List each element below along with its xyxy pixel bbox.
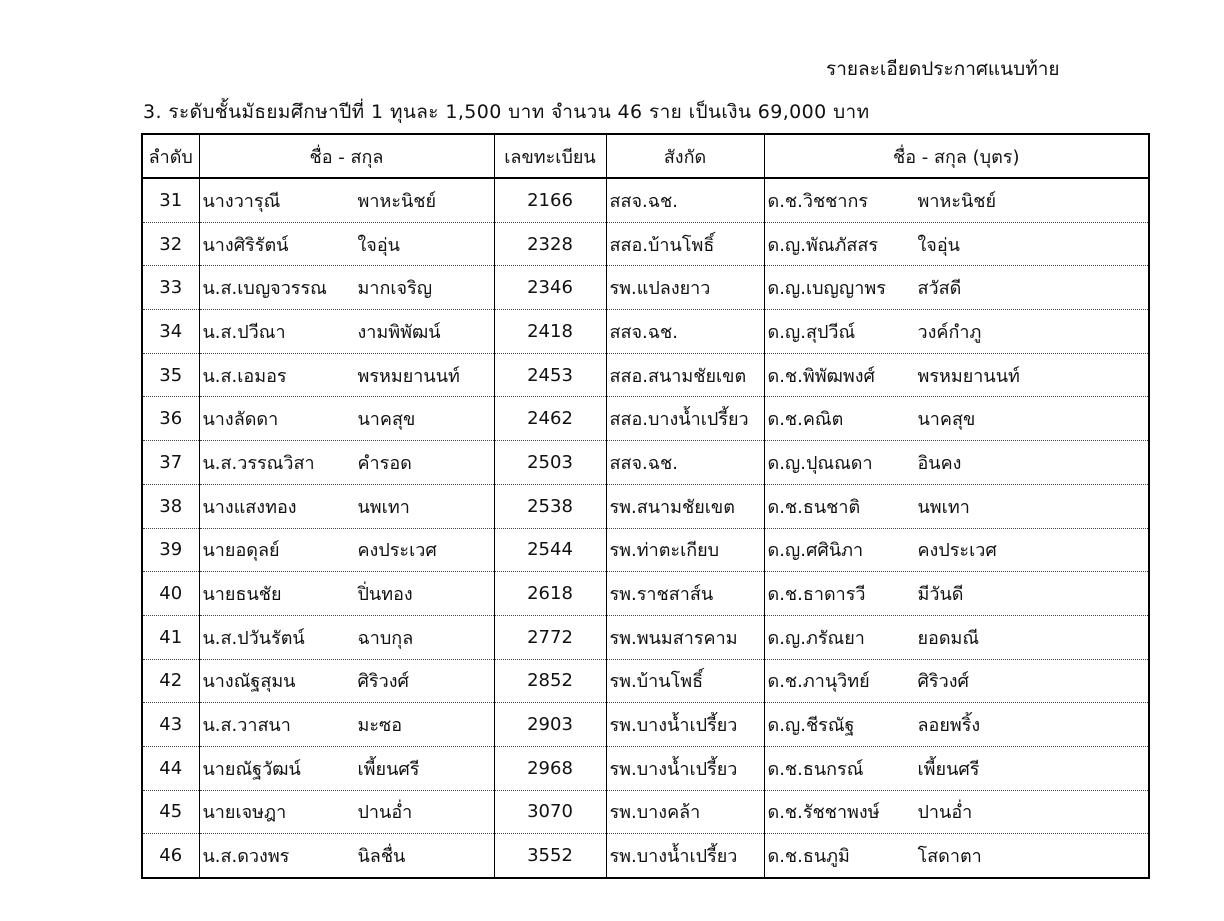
row-order: 46	[142, 834, 199, 878]
member-name-cell	[199, 266, 494, 310]
table-body	[142, 178, 1149, 878]
registration-number: 2852	[494, 659, 606, 703]
child-last-name: พรหมยานนท์	[917, 365, 1020, 387]
scholarship-table	[141, 133, 1150, 879]
registration-number: 2618	[494, 572, 606, 616]
child-name-cell	[764, 703, 1149, 747]
affiliation: รพ.แปลงยาว	[606, 266, 764, 310]
member-last-name: มากเจริญ	[357, 278, 433, 300]
member-last-name: นิลชื่น	[357, 846, 406, 868]
child-name-cell	[764, 615, 1149, 659]
row-order: 38	[142, 484, 199, 528]
child-first-name: ด.ญ.ศศินิภา	[767, 540, 864, 562]
member-first-name: นางแสงทอง	[202, 496, 297, 518]
child-first-name: ด.ช.รัชชาพงษ์	[767, 802, 880, 824]
registration-number: 2503	[494, 441, 606, 485]
member-first-name: นายณัฐวัฒน์	[202, 758, 301, 780]
table-row	[142, 572, 1149, 616]
row-order: 40	[142, 572, 199, 616]
member-last-name: งามพิพัฒน์	[357, 321, 441, 343]
table-row	[142, 659, 1149, 703]
row-order: 41	[142, 615, 199, 659]
col-header-child-name: ชื่อ - สกุล (บุตร)	[764, 134, 1149, 178]
table-row	[142, 266, 1149, 310]
registration-number: 2453	[494, 353, 606, 397]
table-row	[142, 310, 1149, 354]
member-first-name: น.ส.ปวีณา	[202, 321, 286, 343]
table-row	[142, 397, 1149, 441]
member-last-name: ฉาบกุล	[357, 627, 414, 649]
affiliation: สสอ.สนามชัยเขต	[606, 353, 764, 397]
member-first-name: น.ส.เบญจวรรณ	[202, 278, 327, 300]
member-first-name: น.ส.ปวันรัตน์	[202, 627, 305, 649]
member-last-name: เพี้ยนศรี	[357, 758, 420, 780]
member-name-cell	[199, 703, 494, 747]
row-order: 45	[142, 790, 199, 834]
child-last-name: มีวันดี	[917, 584, 964, 606]
affiliation: สสอ.บ้านโพธิ์	[606, 222, 764, 266]
row-order: 44	[142, 746, 199, 790]
member-name-cell	[199, 834, 494, 878]
member-first-name: นายอดุลย์	[202, 540, 280, 562]
child-last-name: โสดาตา	[917, 846, 982, 868]
registration-number: 2772	[494, 615, 606, 659]
table-row	[142, 703, 1149, 747]
child-last-name: พาหะนิชย์	[917, 190, 997, 212]
child-name-cell	[764, 441, 1149, 485]
member-last-name: มะซอ	[357, 715, 403, 737]
child-first-name: ด.ญ.เบญญาพร	[767, 278, 886, 300]
member-last-name: นาคสุข	[357, 409, 416, 431]
child-last-name: ใจอุ่น	[917, 234, 960, 256]
row-order: 35	[142, 353, 199, 397]
member-name-cell	[199, 528, 494, 572]
child-name-cell	[764, 484, 1149, 528]
member-name-cell	[199, 310, 494, 354]
table-row	[142, 178, 1149, 222]
member-first-name: น.ส.ดวงพร	[202, 846, 290, 868]
member-last-name: พรหมยานนท์	[357, 365, 460, 387]
child-first-name: ด.ญ.ชีรณัฐ	[767, 715, 855, 737]
col-header-registration: เลขทะเบียน	[494, 134, 606, 178]
affiliation: สสอ.บางน้ำเปรี้ยว	[606, 397, 764, 441]
table-row	[142, 222, 1149, 266]
member-last-name: ศิริวงศ์	[357, 671, 409, 693]
child-first-name: ด.ช.ธนกรณ์	[767, 758, 864, 780]
child-last-name: คงประเวศ	[917, 540, 997, 562]
registration-number: 2968	[494, 746, 606, 790]
registration-number: 3070	[494, 790, 606, 834]
row-order: 39	[142, 528, 199, 572]
child-first-name: ด.ญ.ปุณณดา	[767, 452, 873, 474]
table-header-row	[142, 134, 1149, 178]
child-first-name: ด.ช.ภานุวิทย์	[767, 671, 870, 693]
affiliation: รพ.บางน้ำเปรี้ยว	[606, 834, 764, 878]
col-header-order: ลำดับ	[142, 134, 199, 178]
child-first-name: ด.ช.คณิต	[767, 409, 844, 431]
child-name-cell	[764, 746, 1149, 790]
row-order: 42	[142, 659, 199, 703]
affiliation: รพ.บางน้ำเปรี้ยว	[606, 746, 764, 790]
registration-number: 2328	[494, 222, 606, 266]
child-first-name: ด.ญ.ภรัณยา	[767, 627, 865, 649]
row-order: 33	[142, 266, 199, 310]
child-last-name: ยอดมณี	[917, 627, 980, 649]
table-row	[142, 615, 1149, 659]
member-name-cell	[199, 615, 494, 659]
member-first-name: นางลัดดา	[202, 409, 279, 431]
affiliation: รพ.พนมสารคาม	[606, 615, 764, 659]
child-last-name: วงค์กำภู	[917, 321, 982, 343]
member-last-name: ใจอุ่น	[357, 234, 400, 256]
member-name-cell	[199, 397, 494, 441]
section-caption: 3. ระดับชั้นมัธยมศึกษาปีที่ 1 ทุนละ 1,500 บาท จำนวน 46 ราย เป็นเงิน 69,000 บาท	[143, 101, 870, 123]
table-row	[142, 746, 1149, 790]
member-first-name: นายเจษฎา	[202, 802, 287, 824]
affiliation: รพ.ท่าตะเกียบ	[606, 528, 764, 572]
member-name-cell	[199, 353, 494, 397]
child-name-cell	[764, 310, 1149, 354]
child-name-cell	[764, 572, 1149, 616]
row-order: 36	[142, 397, 199, 441]
member-last-name: ปานอ่ำ	[357, 802, 413, 824]
registration-number: 3552	[494, 834, 606, 878]
child-last-name: ศิริวงศ์	[917, 671, 969, 693]
child-last-name: นาคสุข	[917, 409, 976, 431]
member-name-cell	[199, 484, 494, 528]
child-name-cell	[764, 178, 1149, 222]
member-first-name: น.ส.เอมอร	[202, 365, 287, 387]
child-name-cell	[764, 834, 1149, 878]
affiliation: สสจ.ฉช.	[606, 441, 764, 485]
table-row	[142, 353, 1149, 397]
registration-number: 2418	[494, 310, 606, 354]
child-last-name: ลอยพริ้ง	[917, 715, 981, 737]
row-order: 43	[142, 703, 199, 747]
child-name-cell	[764, 353, 1149, 397]
member-first-name: นางวารุณี	[202, 190, 281, 212]
member-name-cell	[199, 746, 494, 790]
member-name-cell	[199, 222, 494, 266]
child-last-name: สวัสดี	[917, 278, 962, 300]
member-name-cell	[199, 441, 494, 485]
registration-number: 2544	[494, 528, 606, 572]
member-first-name: น.ส.วรรณวิสา	[202, 452, 315, 474]
table-row	[142, 484, 1149, 528]
member-last-name: คงประเวศ	[357, 540, 437, 562]
child-first-name: ด.ช.ธนชาติ	[767, 496, 861, 518]
affiliation: รพ.สนามชัยเขต	[606, 484, 764, 528]
table-row	[142, 790, 1149, 834]
child-first-name: ด.ช.พิพัฒพงศ์	[767, 365, 875, 387]
member-last-name: ปิ่นทอง	[357, 584, 413, 606]
child-first-name: ด.ช.ธนภูมิ	[767, 846, 850, 868]
child-name-cell	[764, 222, 1149, 266]
affiliation: รพ.บ้านโพธิ์	[606, 659, 764, 703]
child-name-cell	[764, 266, 1149, 310]
member-first-name: น.ส.วาสนา	[202, 715, 291, 737]
row-order: 32	[142, 222, 199, 266]
child-first-name: ด.ช.ธาดารวี	[767, 584, 866, 606]
row-order: 34	[142, 310, 199, 354]
member-last-name: นพเทา	[357, 496, 410, 518]
col-header-affiliation: สังกัด	[606, 134, 764, 178]
member-name-cell	[199, 572, 494, 616]
member-name-cell	[199, 790, 494, 834]
child-last-name: เพี้ยนศรี	[917, 758, 980, 780]
col-header-name: ชื่อ - สกุล	[199, 134, 494, 178]
registration-number: 2462	[494, 397, 606, 441]
member-last-name: คำรอด	[357, 452, 412, 474]
member-name-cell	[199, 659, 494, 703]
attachment-label: รายละเอียดประกาศแนบท้าย	[826, 58, 1060, 80]
member-last-name: พาหะนิชย์	[357, 190, 437, 212]
registration-number: 2346	[494, 266, 606, 310]
table-row	[142, 528, 1149, 572]
row-order: 37	[142, 441, 199, 485]
child-name-cell	[764, 790, 1149, 834]
affiliation: รพ.บางน้ำเปรี้ยว	[606, 703, 764, 747]
row-order: 31	[142, 178, 199, 222]
member-first-name: นายธนชัย	[202, 584, 282, 606]
registration-number: 2538	[494, 484, 606, 528]
table-row	[142, 834, 1149, 878]
affiliation: รพ.บางคล้า	[606, 790, 764, 834]
child-first-name: ด.ช.วิชชากร	[767, 190, 869, 212]
child-last-name: อินคง	[917, 452, 962, 474]
member-name-cell	[199, 178, 494, 222]
child-last-name: ปานอ่ำ	[917, 802, 973, 824]
registration-number: 2903	[494, 703, 606, 747]
child-name-cell	[764, 397, 1149, 441]
member-first-name: นางณัฐสุมน	[202, 671, 296, 693]
affiliation: สสจ.ฉช.	[606, 178, 764, 222]
child-last-name: นพเทา	[917, 496, 970, 518]
member-first-name: นางศิริรัตน์	[202, 234, 289, 256]
affiliation: สสจ.ฉช.	[606, 310, 764, 354]
registration-number: 2166	[494, 178, 606, 222]
affiliation: รพ.ราชสาส์น	[606, 572, 764, 616]
child-name-cell	[764, 528, 1149, 572]
child-first-name: ด.ญ.สุปวีณ์	[767, 321, 856, 343]
child-name-cell	[764, 659, 1149, 703]
child-first-name: ด.ญ.พัณภัสสร	[767, 234, 879, 256]
table-row	[142, 441, 1149, 485]
